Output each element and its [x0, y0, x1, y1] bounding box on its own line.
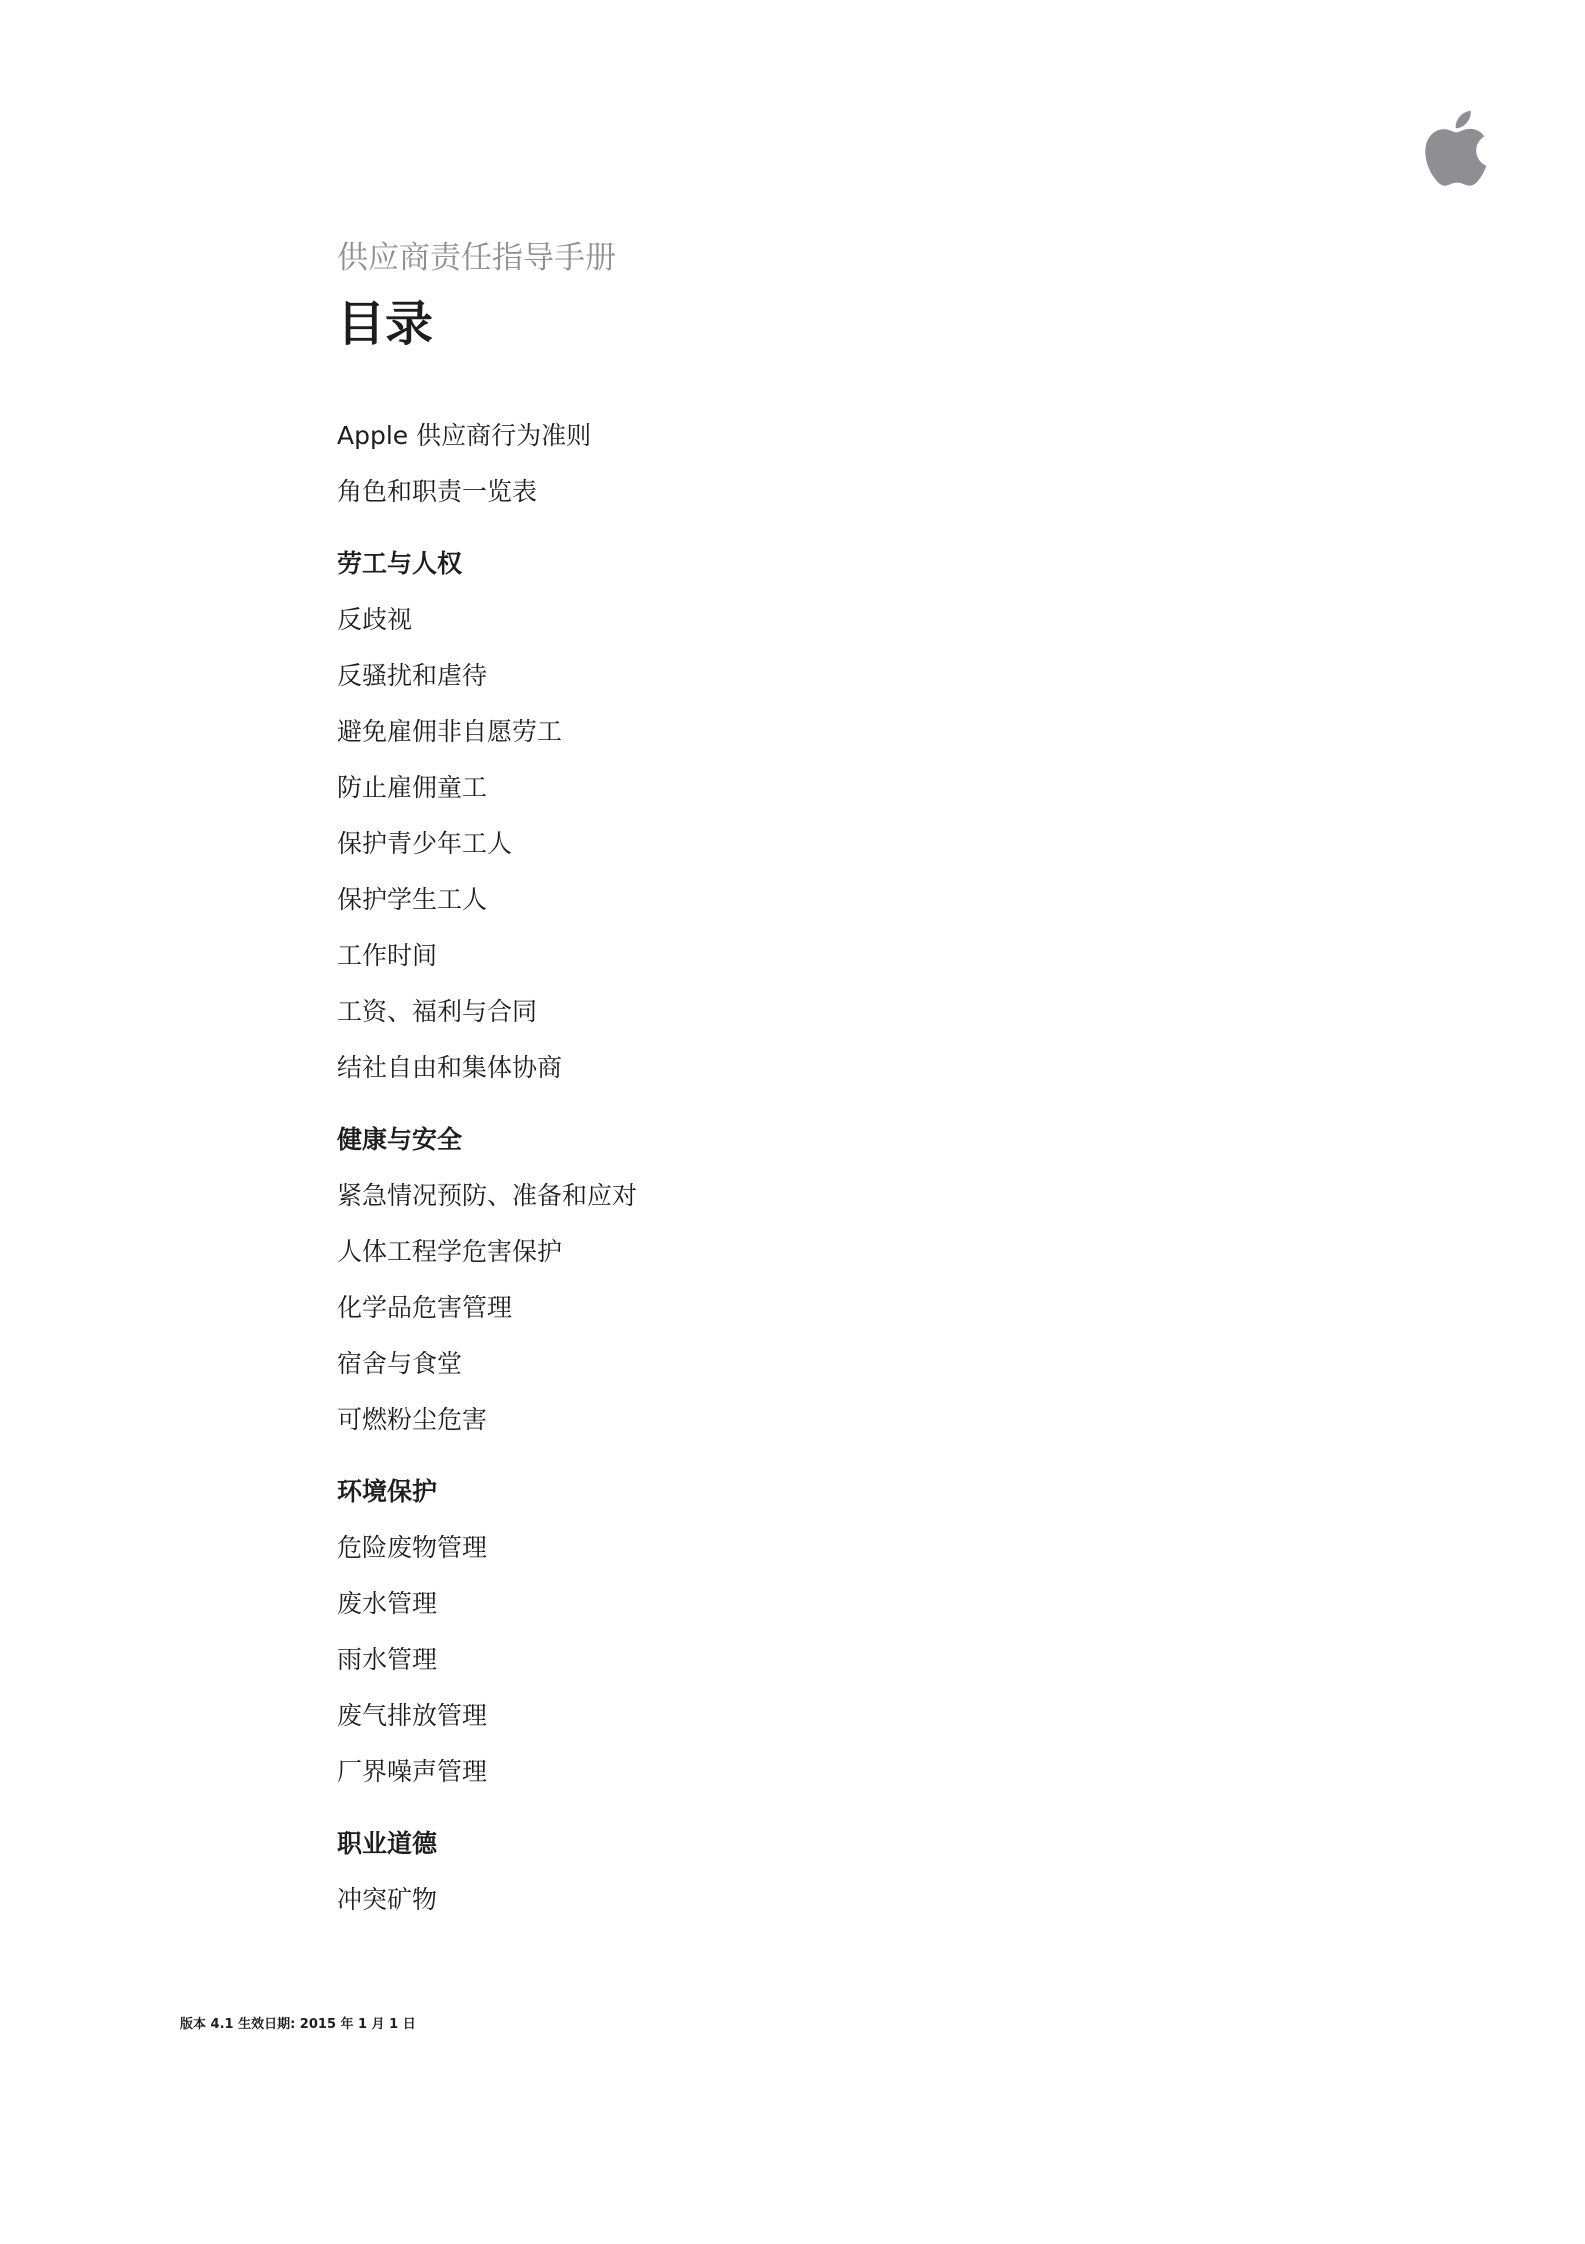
toc-entry[interactable]: 危险废物管理 [337, 1533, 488, 1562]
toc-entry[interactable]: 保护青少年工人 [337, 829, 513, 858]
page-title: 目录 [337, 296, 434, 352]
toc-entry[interactable]: 厂界噪声管理 [337, 1757, 488, 1786]
toc-entry[interactable]: 废水管理 [337, 1589, 438, 1618]
toc-entry[interactable]: 保护学生工人 [337, 885, 488, 914]
toc-section-heading: 劳工与人权 [337, 549, 463, 578]
document-subtitle: 供应商责任指导手册 [337, 240, 616, 276]
toc-entry[interactable]: 反骚扰和虐待 [337, 661, 488, 690]
toc-entry[interactable]: 废气排放管理 [337, 1701, 488, 1730]
toc-entry[interactable]: 雨水管理 [337, 1645, 438, 1674]
apple-logo-icon [1420, 108, 1488, 188]
toc-entry[interactable]: 冲突矿物 [337, 1885, 438, 1914]
toc-entry[interactable]: 化学品危害管理 [337, 1293, 513, 1322]
toc-entry[interactable]: 防止雇佣童工 [337, 773, 488, 802]
table-of-contents [337, 418, 637, 1938]
toc-entry[interactable]: 人体工程学危害保护 [337, 1237, 563, 1266]
toc-entry[interactable]: 工作时间 [337, 941, 438, 970]
toc-entry[interactable]: 反歧视 [337, 605, 413, 634]
toc-section-heading: 职业道德 [337, 1829, 438, 1858]
toc-entry[interactable]: 结社自由和集体协商 [337, 1053, 563, 1082]
toc-entry[interactable]: 避免雇佣非自愿劳工 [337, 717, 563, 746]
toc-entry[interactable]: 可燃粉尘危害 [337, 1405, 488, 1434]
version-footer: 版本 4.1 生效日期: 2015 年 1 月 1 日 [180, 2017, 416, 2032]
toc-entry[interactable]: Apple 供应商行为准则 [337, 421, 592, 450]
document-header [337, 236, 616, 354]
toc-entry[interactable]: 宿舍与食堂 [337, 1349, 463, 1378]
toc-entry[interactable]: 工资、福利与合同 [337, 997, 538, 1026]
toc-section-heading: 健康与安全 [337, 1125, 463, 1154]
toc-section-heading: 环境保护 [337, 1477, 438, 1506]
toc-entry[interactable]: 角色和职责一览表 [337, 477, 538, 506]
toc-entry[interactable]: 紧急情况预防、准备和应对 [337, 1181, 638, 1210]
